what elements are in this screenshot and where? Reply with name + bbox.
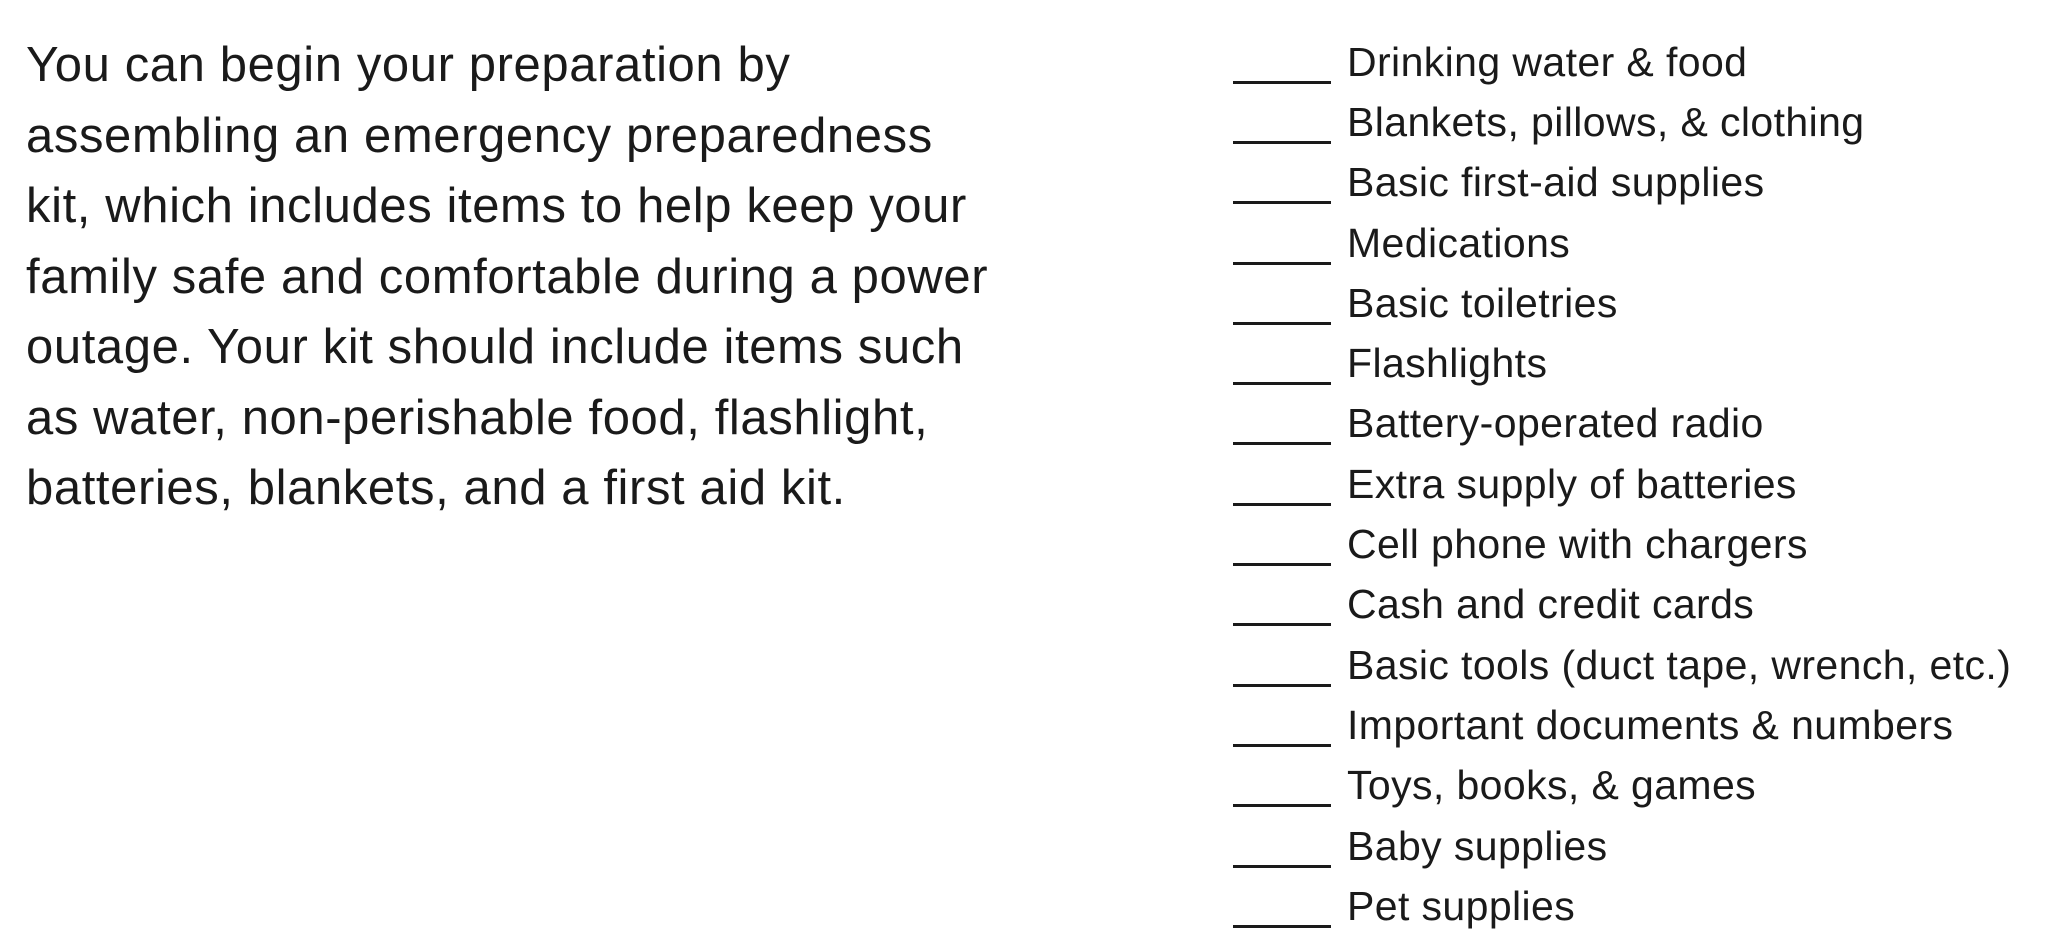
checklist-item-label: Medications bbox=[1347, 219, 1571, 266]
checklist-item-label: Basic tools (duct tape, wrench, etc.) bbox=[1347, 641, 2012, 688]
checkbox-blank-line[interactable] bbox=[1233, 382, 1331, 385]
checklist-item bbox=[1233, 756, 2053, 816]
checklist-item-label: Cash and credit cards bbox=[1347, 581, 1755, 628]
checklist-item bbox=[1233, 32, 2053, 92]
checkbox-blank-line[interactable] bbox=[1233, 201, 1331, 204]
checklist-item-label: Drinking water & food bbox=[1347, 38, 1748, 85]
checklist-item bbox=[1233, 153, 2053, 213]
checklist-item bbox=[1233, 273, 2053, 333]
intro-paragraph bbox=[26, 30, 1146, 524]
checklist-item bbox=[1233, 333, 2053, 393]
checkbox-blank-line[interactable] bbox=[1233, 623, 1331, 626]
intro-line: batteries, blankets, and a first aid kit. bbox=[26, 461, 846, 515]
checklist-item-label: Flashlights bbox=[1347, 340, 1548, 387]
checklist-item-label: Baby supplies bbox=[1347, 822, 1608, 869]
intro-line: You can begin your preparation by bbox=[26, 38, 791, 92]
checklist-item-label: Toys, books, & games bbox=[1347, 762, 1757, 809]
checklist-item bbox=[1233, 454, 2053, 514]
intro-line: kit, which includes items to help keep your bbox=[26, 179, 967, 233]
checkbox-blank-line[interactable] bbox=[1233, 81, 1331, 84]
checkbox-blank-line[interactable] bbox=[1233, 865, 1331, 868]
intro-line: family safe and comfortable during a power bbox=[26, 249, 989, 304]
checkbox-blank-line[interactable] bbox=[1233, 684, 1331, 687]
intro-line: assembling an emergency preparedness bbox=[26, 108, 933, 163]
checklist-item bbox=[1233, 876, 2053, 936]
checkbox-blank-line[interactable] bbox=[1233, 503, 1331, 506]
checklist-item-label: Important documents & numbers bbox=[1347, 701, 1954, 748]
checkbox-blank-line[interactable] bbox=[1233, 563, 1331, 566]
intro-line: outage. Your kit should include items such bbox=[26, 320, 964, 374]
checklist-item-label: Battery-operated radio bbox=[1347, 400, 1764, 447]
checkbox-blank-line[interactable] bbox=[1233, 744, 1331, 747]
checklist-item bbox=[1233, 695, 2053, 755]
checkbox-blank-line[interactable] bbox=[1233, 322, 1331, 325]
checklist-item-label: Cell phone with chargers bbox=[1347, 521, 1808, 568]
emergency-kit-checklist bbox=[1233, 32, 2053, 936]
checklist-item-label: Basic first-aid supplies bbox=[1347, 159, 1765, 206]
checklist-item-label: Blankets, pillows, & clothing bbox=[1347, 98, 1865, 145]
checkbox-blank-line[interactable] bbox=[1233, 925, 1331, 928]
checkbox-blank-line[interactable] bbox=[1233, 262, 1331, 265]
checkbox-blank-line[interactable] bbox=[1233, 804, 1331, 807]
intro-line: as water, non-perishable food, flashlight, bbox=[26, 390, 929, 445]
checklist-item-label: Extra supply of batteries bbox=[1347, 460, 1797, 507]
checklist-item-label: Basic toiletries bbox=[1347, 279, 1618, 326]
checklist-item bbox=[1233, 635, 2053, 695]
checklist-item bbox=[1233, 575, 2053, 635]
checklist-item bbox=[1233, 92, 2053, 152]
checklist-item bbox=[1233, 213, 2053, 273]
checklist-item bbox=[1233, 394, 2053, 454]
checklist-item bbox=[1233, 514, 2053, 574]
checklist-item-label: Pet supplies bbox=[1347, 882, 1576, 929]
checklist-item bbox=[1233, 816, 2053, 876]
checkbox-blank-line[interactable] bbox=[1233, 141, 1331, 144]
checkbox-blank-line[interactable] bbox=[1233, 442, 1331, 445]
